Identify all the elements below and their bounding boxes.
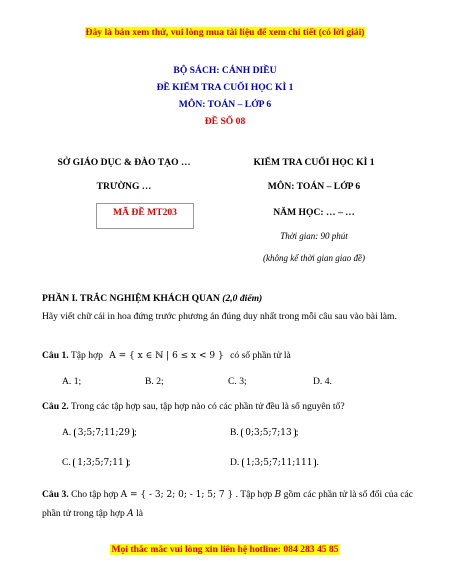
question-2 xyxy=(42,401,345,412)
book-series: BỘ SÁCH: CÁNH DIỀU xyxy=(173,65,277,76)
question-3-line2 xyxy=(42,508,143,519)
q1-option-c[interactable]: C. 3; xyxy=(228,376,247,387)
q2-option-d[interactable] xyxy=(230,457,319,468)
q3-stem-b: . Tập hợp xyxy=(235,489,273,500)
exam-time-note: (không kể thời gian giao đề) xyxy=(262,253,366,263)
question-3 xyxy=(42,489,413,500)
part1-title: PHẦN I. TRẮC NGHIỆM KHÁCH QUAN xyxy=(42,293,220,304)
exam-title: ĐỀ KIỂM TRA CUỐI HỌC KÌ 1 xyxy=(156,82,294,93)
q3-var-b: B xyxy=(274,490,282,500)
q3-line2-b: là xyxy=(136,508,143,519)
q2-option-b-letter: B. xyxy=(230,427,239,438)
q1-label: Câu 1. xyxy=(42,350,69,361)
q1-option-b[interactable]: B. 2; xyxy=(145,376,164,387)
q2-option-c[interactable] xyxy=(62,457,130,468)
exam-code: MÃ ĐỀ MT203 xyxy=(113,207,177,218)
q2-option-c-set: 1;3;5;7;11 xyxy=(73,458,128,468)
q2-option-d-letter: D. xyxy=(230,457,240,468)
q2-option-a[interactable] xyxy=(62,427,137,438)
part1-instruction: Hãy viết chữ cái in hoa đứng trước phương án đúng duy nhất trong mỗi câu sau vào bài làm. xyxy=(42,311,397,322)
preview-banner-text: Đây là bản xem thử, vui lòng mua tài liệu để xem chi tiết (có lời giải) xyxy=(85,27,365,38)
school: TRƯỜNG … xyxy=(96,181,152,192)
q3-var-a: A xyxy=(127,509,134,519)
q2-option-a-letter: A. xyxy=(62,427,72,438)
q2-option-c-letter: C. xyxy=(62,457,71,468)
preview-banner xyxy=(0,27,450,38)
q2-option-b[interactable] xyxy=(230,427,298,438)
subject-title: MÔN: TOÁN – LỚP 6 xyxy=(178,99,272,110)
q2-option-b-set: 0;3;5;7;13 xyxy=(241,428,296,438)
q1-stem-a: Tập hợp xyxy=(70,350,103,361)
school-year: NĂM HỌC: … – … xyxy=(273,207,355,218)
q2-label: Câu 2. xyxy=(42,401,69,412)
question-1 xyxy=(42,350,291,361)
q2-option-c-end: ; xyxy=(127,457,131,468)
exam-subject: MÔN: TOÁN – LỚP 6 xyxy=(267,181,361,192)
q2-option-d-end: . xyxy=(316,457,319,468)
exam-heading: KIỂM TRA CUỐI HỌC KÌ 1 xyxy=(253,157,375,168)
q3-stem-a: Cho tập hợp xyxy=(71,489,119,500)
q3-line2-a: phần tử trong tập hợp xyxy=(42,508,125,519)
q2-option-a-set: 3;5;7;11;29 xyxy=(74,428,134,438)
part1-points: (2,0 điểm) xyxy=(222,293,263,304)
department: SỞ GIÁO DỤC & ĐÀO TẠO … xyxy=(57,157,191,168)
exam-time: Thời gian: 90 phút xyxy=(280,231,348,241)
q1-set: A = { x ∈ ℕ | 6 ≤ x < 9 } xyxy=(109,351,224,361)
hotline-banner-text: Mọi thắc mắc vui lòng xin liên hệ hotline: 084 283 45 85 xyxy=(111,544,339,555)
q2-option-d-set: 1;3;5;7;11;111 xyxy=(242,458,317,468)
q2-option-b-end: ; xyxy=(295,427,299,438)
q2-stem: Trong các tập hợp sau, tập hợp nào có các phần tử đều là số nguyên tố? xyxy=(70,401,345,412)
exam-number: ĐỀ SỐ 08 xyxy=(204,116,246,127)
q1-stem-b: có số phần tử là xyxy=(230,350,291,361)
q3-label: Câu 3. xyxy=(42,489,69,500)
hotline-banner xyxy=(0,544,450,555)
part1-heading xyxy=(42,293,262,304)
q3-set: A = { - 3; 2; 0; - 1; 5; 7 } xyxy=(120,490,234,500)
q1-option-a[interactable]: A. 1; xyxy=(62,376,82,387)
q2-option-a-end: ; xyxy=(133,427,137,438)
q3-stem-c: gồm các phần tử là số đối của các xyxy=(283,489,414,500)
q1-option-d[interactable]: D. 4. xyxy=(313,376,332,387)
